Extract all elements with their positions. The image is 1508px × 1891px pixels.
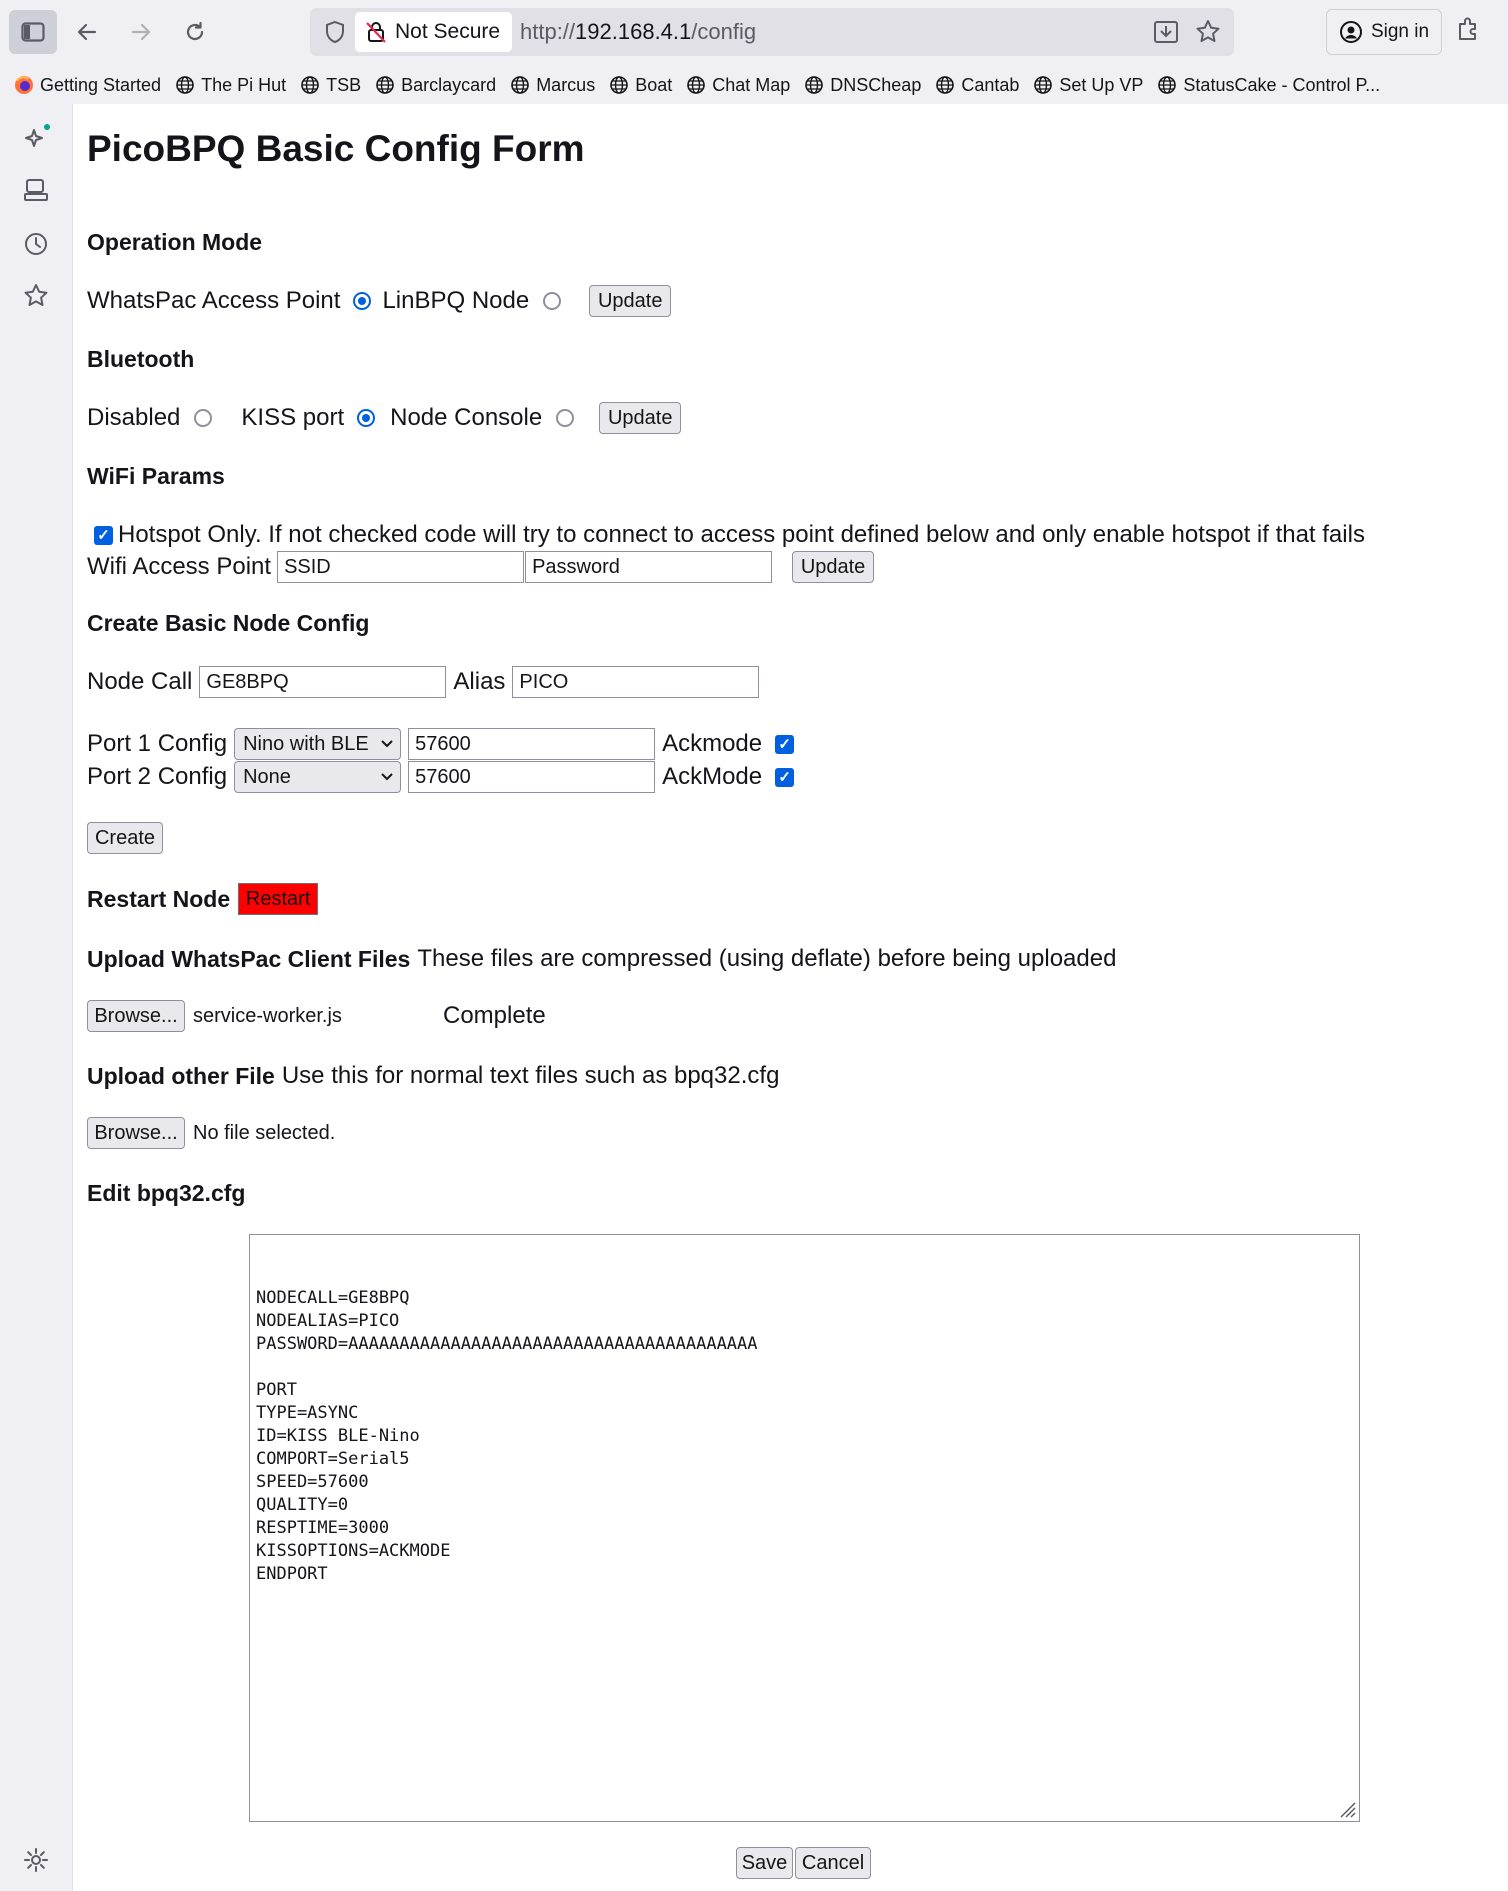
sidebar-icon [21,22,45,42]
bookmark-item[interactable] [14,75,161,96]
bookmark-label: Getting Started [40,74,162,95]
node-config-heading: Create Basic Node Config [87,610,370,636]
bookmark-item[interactable] [1157,75,1380,96]
bluetooth-heading: Bluetooth [87,346,195,372]
port2-config-label: Port 2 Config [87,763,228,790]
port1-config-label: Port 1 Config [87,730,228,757]
bookmark-item[interactable] [510,75,595,96]
port1-ackmode-checkbox[interactable]: ✓ [775,735,794,754]
globe-icon [175,75,195,95]
arrow-right-icon [129,20,153,44]
shield-icon[interactable] [324,20,346,44]
port2-speed-input[interactable]: 57600 [408,761,655,793]
insecure-lock-icon [365,20,387,44]
node-console-radio[interactable] [556,409,574,427]
bookmark-label: TSB [326,74,362,95]
port1-speed-input[interactable]: 57600 [408,728,655,760]
bookmark-label: The Pi Hut [201,74,287,95]
globe-icon [1157,75,1177,95]
create-button[interactable]: Create [87,822,163,854]
port1-type-value: Nino with BLE [243,732,369,755]
edit-cfg-heading: Edit bpq32.cfg [87,1180,246,1206]
forward-button[interactable] [117,10,165,54]
alias-input[interactable]: PICO [512,666,759,698]
port1-type-select[interactable] [234,728,401,760]
save-button[interactable]: Save [736,1847,793,1879]
operation-mode-heading: Operation Mode [87,229,263,255]
globe-icon [686,75,706,95]
kiss-port-label: KISS port [241,404,345,431]
restart-button[interactable]: Restart [238,883,318,915]
globe-icon [935,75,955,95]
globe-icon [804,75,824,95]
restart-node-heading: Restart Node [87,885,231,912]
reload-button[interactable] [171,10,219,54]
bookmark-label: Marcus [536,74,596,95]
globe-icon [300,75,320,95]
chevron-down-icon [380,739,394,749]
resize-grip-icon[interactable] [1335,1797,1357,1819]
bookmark-item[interactable] [1033,75,1143,96]
ssid-input[interactable]: SSID [277,551,524,583]
bluetooth-disabled-label: Disabled [87,404,181,431]
other-browse-button[interactable]: Browse... [87,1117,185,1149]
url-scheme: http:// [520,19,576,44]
bookmark-label: Chat Map [712,74,791,95]
node-call-input[interactable]: GE8BPQ [199,666,446,698]
bookmark-label: DNSCheap [830,74,922,95]
url-path: /config [691,19,757,44]
client-file-name: service-worker.js [193,1004,342,1027]
sign-in-button[interactable] [1326,9,1442,55]
account-icon [1339,20,1363,44]
security-indicator[interactable] [355,12,512,52]
linbpq-node-radio[interactable] [543,292,561,310]
security-label: Not Secure [395,20,501,43]
bookmark-star-icon[interactable] [1194,18,1222,46]
bookmark-item[interactable] [686,75,790,96]
upload-client-note: These files are compressed (using deflate) before being uploaded [417,945,1117,972]
whatspac-ap-label: WhatsPac Access Point [87,287,341,314]
ai-sparkle-icon[interactable] [22,124,50,152]
bookmarks-icon[interactable] [22,282,50,310]
upload-status: Complete [443,1002,546,1029]
alias-label: Alias [453,668,506,695]
bookmark-item[interactable] [300,75,361,96]
bluetooth-disabled-radio[interactable] [194,409,212,427]
wifi-update-button[interactable]: Update [792,551,874,583]
whatspac-ap-radio[interactable] [353,292,371,310]
operation-mode-update-button[interactable]: Update [589,285,671,317]
upload-client-heading: Upload WhatsPac Client Files [87,945,411,972]
extensions-icon[interactable] [1454,16,1482,44]
wifi-ap-label: Wifi Access Point [87,553,272,580]
bluetooth-update-button[interactable]: Update [599,402,681,434]
arrow-left-icon [75,20,99,44]
browser-toolbar [0,0,1508,66]
other-file-name: No file selected. [193,1121,336,1144]
bookmark-item[interactable] [175,75,286,96]
globe-icon [510,75,530,95]
synced-tabs-icon[interactable] [22,176,50,204]
sign-in-label: Sign in [1370,21,1430,42]
bookmark-item[interactable] [935,75,1019,96]
kiss-port-radio[interactable] [357,409,375,427]
bookmark-item[interactable] [609,75,672,96]
port2-ackmode-label: AckMode [662,763,763,790]
port2-type-value: None [243,765,291,788]
sidebar-toggle-button[interactable] [9,10,57,54]
port2-ackmode-checkbox[interactable]: ✓ [775,768,794,787]
bookmark-label: Boat [635,74,673,95]
url-bar[interactable] [310,8,1234,56]
bpq32-cfg-textarea[interactable] [249,1234,1360,1822]
linbpq-node-label: LinBPQ Node [382,287,530,314]
url-host: 192.168.4.1 [575,19,692,44]
bookmark-label: Cantab [961,74,1020,95]
cfg-content: NODECALL=GE8BPQ NODEALIAS=PICO PASSWORD=AAAAAAAAAAAAAAAAAAAAAAAAAAAAAAAAAAAAAAAA PORT TYPE=ASYNC ID=KISS BLE-Nino COMPORT=Serial5 SPEED=57600 QUALITY=0 RESPTIME=3000 KISSOPTIONS=ACKMODE ENDPORT [256,1288,758,1584]
page-title: PicoBPQ Basic Config Form [87,128,585,169]
history-icon[interactable] [22,230,50,258]
back-button[interactable] [63,10,111,54]
password-input[interactable]: Password [525,551,772,583]
save-page-icon[interactable] [1152,18,1180,46]
bookmark-label: Barclaycard [401,74,497,95]
globe-icon [1033,75,1053,95]
bookmark-item[interactable] [375,75,496,96]
settings-gear-icon[interactable] [22,1846,50,1874]
bookmarks-toolbar [0,66,1508,104]
upload-other-heading: Upload other File [87,1062,275,1089]
chevron-down-icon [380,772,394,782]
bookmark-label: StatusCake - Control P... [1183,74,1381,95]
bookmark-label: Set Up VP [1059,74,1144,95]
reload-icon [183,20,207,44]
bookmark-item[interactable] [804,75,921,96]
globe-icon [609,75,629,95]
upload-other-note: Use this for normal text files such as bpq32.cfg [281,1062,780,1089]
cancel-button[interactable]: Cancel [795,1847,871,1879]
node-call-label: Node Call [87,668,193,695]
node-console-label: Node Console [390,404,543,431]
url-text[interactable] [520,19,756,45]
globe-icon [375,75,395,95]
wifi-params-heading: WiFi Params [87,463,225,489]
hotspot-only-label: Hotspot Only. If not checked code will try to connect to access point defined below and only enable hotspot if that fails [118,521,1365,548]
page-content [73,104,1508,1891]
client-browse-button[interactable]: Browse... [87,1000,185,1032]
firefox-icon [14,75,34,95]
browser-sidebar [0,104,73,1891]
port2-type-select[interactable] [234,761,401,793]
port1-ackmode-label: Ackmode [662,730,763,757]
hotspot-only-checkbox[interactable]: ✓ [94,526,113,545]
